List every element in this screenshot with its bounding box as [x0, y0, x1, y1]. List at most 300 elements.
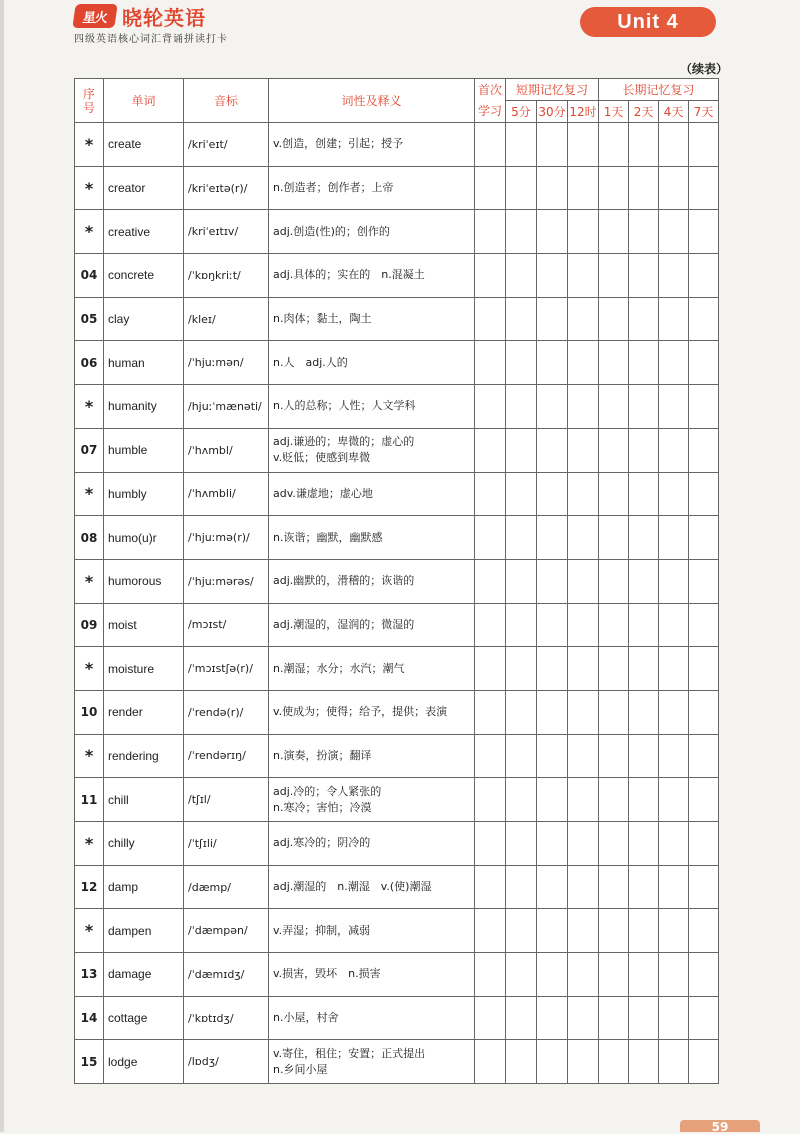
header-short-review: 短期记忆复习: [506, 79, 599, 101]
review-checkbox-cell[interactable]: [568, 953, 599, 997]
review-checkbox-cell[interactable]: [537, 603, 568, 647]
review-checkbox-cell[interactable]: [475, 516, 506, 560]
review-checkbox-cell[interactable]: [629, 953, 659, 997]
row-index: 05: [75, 297, 104, 341]
review-checkbox-cell[interactable]: [689, 603, 719, 647]
review-checkbox-cell[interactable]: [659, 734, 689, 778]
row-definition: adj.潮湿的 n.潮湿 v.(使)潮湿: [269, 865, 475, 909]
review-checkbox-cell[interactable]: [629, 603, 659, 647]
review-checkbox-cell[interactable]: [568, 603, 599, 647]
review-checkbox-cell[interactable]: [537, 516, 568, 560]
page-edge: [0, 0, 4, 1132]
review-checkbox-cell[interactable]: [629, 559, 659, 603]
review-checkbox-cell[interactable]: [506, 428, 537, 472]
row-phonetic: /kriˈeɪt/: [184, 123, 269, 167]
review-checkbox-cell[interactable]: [599, 778, 629, 822]
review-checkbox-cell[interactable]: [506, 734, 537, 778]
table-row: [75, 690, 719, 734]
review-checkbox-cell[interactable]: [568, 734, 599, 778]
review-checkbox-cell[interactable]: [506, 1040, 537, 1084]
review-checkbox-cell[interactable]: [506, 778, 537, 822]
row-index: *: [75, 734, 104, 778]
row-word: concrete: [104, 254, 184, 298]
row-word: render: [104, 690, 184, 734]
review-checkbox-cell[interactable]: [568, 516, 599, 560]
review-checkbox-cell[interactable]: [568, 996, 599, 1040]
header-interval: 1天: [599, 101, 629, 123]
review-checkbox-cell[interactable]: [599, 865, 629, 909]
table-row: [75, 428, 719, 472]
review-checkbox-cell[interactable]: [568, 210, 599, 254]
row-definition: n.小屋，村舍: [269, 996, 475, 1040]
review-checkbox-cell[interactable]: [689, 210, 719, 254]
row-word: creator: [104, 166, 184, 210]
review-checkbox-cell[interactable]: [659, 865, 689, 909]
review-checkbox-cell[interactable]: [659, 428, 689, 472]
header-interval: 5分: [506, 101, 537, 123]
row-definition: v.损害，毁坏 n.损害: [269, 953, 475, 997]
row-phonetic: /ˈkɒtɪdʒ/: [184, 996, 269, 1040]
review-checkbox-cell[interactable]: [506, 909, 537, 953]
review-checkbox-cell[interactable]: [659, 603, 689, 647]
row-definition: n.创造者；创作者；上帝: [269, 166, 475, 210]
review-checkbox-cell[interactable]: [689, 647, 719, 691]
review-checkbox-cell[interactable]: [537, 210, 568, 254]
header-first-study: [475, 79, 506, 123]
review-checkbox-cell[interactable]: [475, 1040, 506, 1084]
review-checkbox-cell[interactable]: [659, 909, 689, 953]
unit-badge: Unit 4: [580, 7, 716, 37]
review-checkbox-cell[interactable]: [506, 516, 537, 560]
review-checkbox-cell[interactable]: [629, 210, 659, 254]
row-phonetic: /kriˈeɪtə(r)/: [184, 166, 269, 210]
table-row: [75, 254, 719, 298]
review-checkbox-cell[interactable]: [599, 690, 629, 734]
review-checkbox-cell[interactable]: [629, 865, 659, 909]
review-checkbox-cell[interactable]: [629, 822, 659, 866]
review-checkbox-cell[interactable]: [659, 1040, 689, 1084]
row-index: 13: [75, 953, 104, 997]
review-checkbox-cell[interactable]: [537, 778, 568, 822]
header-interval: 4天: [659, 101, 689, 123]
header-first-study-label: 首次学习: [477, 82, 502, 118]
review-checkbox-cell[interactable]: [659, 254, 689, 298]
row-word: humbly: [104, 472, 184, 516]
row-index: 04: [75, 254, 104, 298]
review-checkbox-cell[interactable]: [475, 865, 506, 909]
row-word: cottage: [104, 996, 184, 1040]
review-checkbox-cell[interactable]: [537, 734, 568, 778]
review-checkbox-cell[interactable]: [475, 734, 506, 778]
review-checkbox-cell[interactable]: [506, 822, 537, 866]
header-interval: 2天: [629, 101, 659, 123]
review-checkbox-cell[interactable]: [537, 822, 568, 866]
review-checkbox-cell[interactable]: [599, 254, 629, 298]
review-checkbox-cell[interactable]: [629, 647, 659, 691]
review-checkbox-cell[interactable]: [629, 166, 659, 210]
row-index: 12: [75, 865, 104, 909]
table-row: [75, 953, 719, 997]
review-checkbox-cell[interactable]: [568, 472, 599, 516]
row-index: *: [75, 647, 104, 691]
review-checkbox-cell[interactable]: [537, 123, 568, 167]
review-checkbox-cell[interactable]: [475, 778, 506, 822]
row-definition: v.寄住，租住；安置；正式提出 n.乡间小屋: [269, 1040, 475, 1084]
review-checkbox-cell[interactable]: [689, 953, 719, 997]
review-checkbox-cell[interactable]: [475, 603, 506, 647]
review-checkbox-cell[interactable]: [629, 909, 659, 953]
row-word: humble: [104, 428, 184, 472]
row-word: chilly: [104, 822, 184, 866]
table-row: [75, 996, 719, 1040]
review-checkbox-cell[interactable]: [659, 822, 689, 866]
row-definition: n.人 adj.人的: [269, 341, 475, 385]
review-checkbox-cell[interactable]: [659, 953, 689, 997]
header-definition: 词性及释义: [269, 79, 475, 123]
row-definition: v.弄湿；抑制，减弱: [269, 909, 475, 953]
header-interval: 12时: [568, 101, 599, 123]
review-checkbox-cell[interactable]: [599, 1040, 629, 1084]
row-definition: v.使成为；使得；给予，提供；表演: [269, 690, 475, 734]
review-checkbox-cell[interactable]: [689, 516, 719, 560]
review-checkbox-cell[interactable]: [629, 428, 659, 472]
vocabulary-table: [74, 78, 719, 1084]
table-row: [75, 341, 719, 385]
review-checkbox-cell[interactable]: [537, 385, 568, 429]
review-checkbox-cell[interactable]: [568, 297, 599, 341]
header-word: 单词: [104, 79, 184, 123]
review-checkbox-cell[interactable]: [568, 428, 599, 472]
review-checkbox-cell[interactable]: [506, 341, 537, 385]
review-checkbox-cell[interactable]: [568, 1040, 599, 1084]
row-index: *: [75, 385, 104, 429]
row-definition: v.创造，创建；引起；授予: [269, 123, 475, 167]
page-number: 59: [680, 1120, 760, 1132]
review-checkbox-cell[interactable]: [689, 341, 719, 385]
review-checkbox-cell[interactable]: [659, 166, 689, 210]
review-checkbox-cell[interactable]: [689, 254, 719, 298]
review-checkbox-cell[interactable]: [537, 1040, 568, 1084]
row-phonetic: /ˈrendərɪŋ/: [184, 734, 269, 778]
header-index-label: 序号: [82, 86, 95, 115]
row-definition: n.演奏，扮演；翻译: [269, 734, 475, 778]
review-checkbox-cell[interactable]: [629, 778, 659, 822]
row-index: 09: [75, 603, 104, 647]
review-checkbox-cell[interactable]: [568, 559, 599, 603]
row-definition: adj.具体的；实在的 n.混凝土: [269, 254, 475, 298]
row-definition: adj.冷的；令人紧张的 n.寒冷；害怕；冷漠: [269, 778, 475, 822]
brand: [74, 2, 206, 30]
table-row: [75, 472, 719, 516]
row-word: create: [104, 123, 184, 167]
review-checkbox-cell[interactable]: [689, 297, 719, 341]
review-checkbox-cell[interactable]: [475, 297, 506, 341]
row-word: dampen: [104, 909, 184, 953]
row-word: clay: [104, 297, 184, 341]
table-row: [75, 123, 719, 167]
review-checkbox-cell[interactable]: [537, 996, 568, 1040]
review-checkbox-cell[interactable]: [629, 297, 659, 341]
review-checkbox-cell[interactable]: [537, 341, 568, 385]
review-checkbox-cell[interactable]: [659, 647, 689, 691]
review-checkbox-cell[interactable]: [689, 385, 719, 429]
review-checkbox-cell[interactable]: [629, 123, 659, 167]
review-checkbox-cell[interactable]: [537, 647, 568, 691]
review-checkbox-cell[interactable]: [568, 647, 599, 691]
review-checkbox-cell[interactable]: [659, 996, 689, 1040]
row-phonetic: /ˈhjuːmərəs/: [184, 559, 269, 603]
row-word: chill: [104, 778, 184, 822]
row-word: damp: [104, 865, 184, 909]
review-checkbox-cell[interactable]: [599, 166, 629, 210]
review-checkbox-cell[interactable]: [537, 953, 568, 997]
row-phonetic: /hjuːˈmænəti/: [184, 385, 269, 429]
table-row: [75, 778, 719, 822]
header-phonetic: 音标: [184, 79, 269, 123]
review-checkbox-cell[interactable]: [659, 297, 689, 341]
row-word: lodge: [104, 1040, 184, 1084]
row-index: *: [75, 123, 104, 167]
review-checkbox-cell[interactable]: [599, 603, 629, 647]
review-checkbox-cell[interactable]: [537, 254, 568, 298]
row-index: 07: [75, 428, 104, 472]
row-index: 11: [75, 778, 104, 822]
review-checkbox-cell[interactable]: [568, 690, 599, 734]
row-index: *: [75, 166, 104, 210]
review-checkbox-cell[interactable]: [537, 297, 568, 341]
review-checkbox-cell[interactable]: [506, 603, 537, 647]
table-row: [75, 385, 719, 429]
review-checkbox-cell[interactable]: [475, 996, 506, 1040]
review-checkbox-cell[interactable]: [689, 559, 719, 603]
row-index: 10: [75, 690, 104, 734]
row-index: 06: [75, 341, 104, 385]
review-checkbox-cell[interactable]: [689, 822, 719, 866]
brand-subtitle: 四级英语核心词汇背诵拼读打卡: [74, 34, 228, 45]
review-checkbox-cell[interactable]: [599, 559, 629, 603]
review-checkbox-cell[interactable]: [506, 385, 537, 429]
table-row: [75, 734, 719, 778]
row-phonetic: /ˈrendə(r)/: [184, 690, 269, 734]
row-index: 14: [75, 996, 104, 1040]
row-index: *: [75, 472, 104, 516]
review-checkbox-cell[interactable]: [629, 254, 659, 298]
row-phonetic: /ˈkɒŋkriːt/: [184, 254, 269, 298]
review-checkbox-cell[interactable]: [475, 472, 506, 516]
review-checkbox-cell[interactable]: [475, 341, 506, 385]
review-checkbox-cell[interactable]: [629, 734, 659, 778]
row-definition: adj.寒冷的；阴冷的: [269, 822, 475, 866]
review-checkbox-cell[interactable]: [475, 210, 506, 254]
table-row: [75, 909, 719, 953]
review-checkbox-cell[interactable]: [659, 559, 689, 603]
review-checkbox-cell[interactable]: [629, 1040, 659, 1084]
review-checkbox-cell[interactable]: [599, 909, 629, 953]
review-checkbox-cell[interactable]: [537, 166, 568, 210]
row-phonetic: /tʃɪl/: [184, 778, 269, 822]
row-phonetic: /kriˈeɪtɪv/: [184, 210, 269, 254]
review-checkbox-cell[interactable]: [568, 385, 599, 429]
review-checkbox-cell[interactable]: [506, 690, 537, 734]
row-word: humo(u)r: [104, 516, 184, 560]
table-row: [75, 865, 719, 909]
review-checkbox-cell[interactable]: [506, 472, 537, 516]
row-phonetic: /ˈmɔɪstʃə(r)/: [184, 647, 269, 691]
review-checkbox-cell[interactable]: [659, 341, 689, 385]
table-row: [75, 603, 719, 647]
review-checkbox-cell[interactable]: [629, 385, 659, 429]
review-checkbox-cell[interactable]: [506, 953, 537, 997]
review-checkbox-cell[interactable]: [689, 123, 719, 167]
review-checkbox-cell[interactable]: [506, 297, 537, 341]
review-checkbox-cell[interactable]: [689, 428, 719, 472]
review-checkbox-cell[interactable]: [537, 909, 568, 953]
review-checkbox-cell[interactable]: [689, 1040, 719, 1084]
review-checkbox-cell[interactable]: [689, 996, 719, 1040]
row-definition: adj.幽默的，滑稽的；诙谐的: [269, 559, 475, 603]
review-checkbox-cell[interactable]: [599, 996, 629, 1040]
review-checkbox-cell[interactable]: [568, 166, 599, 210]
review-checkbox-cell[interactable]: [475, 123, 506, 167]
row-word: damage: [104, 953, 184, 997]
review-checkbox-cell[interactable]: [689, 166, 719, 210]
review-checkbox-cell[interactable]: [689, 778, 719, 822]
brand-logo: 星火: [72, 4, 117, 28]
table-row: [75, 297, 719, 341]
table-row: [75, 166, 719, 210]
review-checkbox-cell[interactable]: [475, 254, 506, 298]
header-long-review: 长期记忆复习: [599, 79, 719, 101]
review-checkbox-cell[interactable]: [537, 559, 568, 603]
table-row: [75, 822, 719, 866]
table-row: [75, 559, 719, 603]
review-checkbox-cell[interactable]: [599, 472, 629, 516]
row-word: rendering: [104, 734, 184, 778]
row-phonetic: /ˈdæmɪdʒ/: [184, 953, 269, 997]
review-checkbox-cell[interactable]: [475, 428, 506, 472]
review-checkbox-cell[interactable]: [506, 254, 537, 298]
review-checkbox-cell[interactable]: [599, 297, 629, 341]
review-checkbox-cell[interactable]: [659, 385, 689, 429]
review-checkbox-cell[interactable]: [629, 472, 659, 516]
review-checkbox-cell[interactable]: [475, 385, 506, 429]
review-checkbox-cell[interactable]: [659, 123, 689, 167]
review-checkbox-cell[interactable]: [599, 953, 629, 997]
header-interval: 7天: [689, 101, 719, 123]
review-checkbox-cell[interactable]: [689, 865, 719, 909]
review-checkbox-cell[interactable]: [537, 865, 568, 909]
review-checkbox-cell[interactable]: [475, 559, 506, 603]
review-checkbox-cell[interactable]: [475, 822, 506, 866]
review-checkbox-cell[interactable]: [568, 822, 599, 866]
header-interval: 30分: [537, 101, 568, 123]
review-checkbox-cell[interactable]: [659, 516, 689, 560]
review-checkbox-cell[interactable]: [475, 647, 506, 691]
review-checkbox-cell[interactable]: [599, 210, 629, 254]
review-checkbox-cell[interactable]: [599, 341, 629, 385]
review-checkbox-cell[interactable]: [506, 865, 537, 909]
row-word: humorous: [104, 559, 184, 603]
review-checkbox-cell[interactable]: [475, 953, 506, 997]
row-definition: adj.谦逊的；卑微的；虚心的 v.贬低；使感到卑微: [269, 428, 475, 472]
review-checkbox-cell[interactable]: [475, 166, 506, 210]
review-checkbox-cell[interactable]: [629, 996, 659, 1040]
review-checkbox-cell[interactable]: [689, 909, 719, 953]
review-checkbox-cell[interactable]: [689, 472, 719, 516]
brand-name: 晓轮英语: [122, 5, 206, 30]
review-checkbox-cell[interactable]: [506, 166, 537, 210]
review-checkbox-cell[interactable]: [629, 690, 659, 734]
review-checkbox-cell[interactable]: [599, 734, 629, 778]
row-word: creative: [104, 210, 184, 254]
row-definition: adj.潮湿的，湿润的；微湿的: [269, 603, 475, 647]
review-checkbox-cell[interactable]: [537, 428, 568, 472]
table-row: [75, 1040, 719, 1084]
row-word: moisture: [104, 647, 184, 691]
row-definition: n.肉体；黏土，陶土: [269, 297, 475, 341]
review-checkbox-cell[interactable]: [599, 123, 629, 167]
review-checkbox-cell[interactable]: [506, 996, 537, 1040]
row-definition: adv.谦虚地；虚心地: [269, 472, 475, 516]
review-checkbox-cell[interactable]: [568, 254, 599, 298]
review-checkbox-cell[interactable]: [568, 778, 599, 822]
review-checkbox-cell[interactable]: [537, 472, 568, 516]
row-phonetic: /ˈhjuːmə(r)/: [184, 516, 269, 560]
review-checkbox-cell[interactable]: [568, 341, 599, 385]
review-checkbox-cell[interactable]: [599, 516, 629, 560]
row-phonetic: /lɒdʒ/: [184, 1040, 269, 1084]
row-definition: n.潮湿；水分；水汽；潮气: [269, 647, 475, 691]
review-checkbox-cell[interactable]: [506, 210, 537, 254]
review-checkbox-cell[interactable]: [568, 123, 599, 167]
row-definition: n.人的总称；人性；人文学科: [269, 385, 475, 429]
review-checkbox-cell[interactable]: [629, 516, 659, 560]
review-checkbox-cell[interactable]: [659, 778, 689, 822]
review-checkbox-cell[interactable]: [568, 865, 599, 909]
row-definition: n.诙谐；幽默，幽默感: [269, 516, 475, 560]
review-checkbox-cell[interactable]: [537, 690, 568, 734]
review-checkbox-cell[interactable]: [506, 647, 537, 691]
review-checkbox-cell[interactable]: [599, 647, 629, 691]
review-checkbox-cell[interactable]: [599, 385, 629, 429]
row-index: *: [75, 909, 104, 953]
review-checkbox-cell[interactable]: [475, 909, 506, 953]
review-checkbox-cell[interactable]: [629, 341, 659, 385]
review-checkbox-cell[interactable]: [506, 123, 537, 167]
review-checkbox-cell[interactable]: [659, 690, 689, 734]
review-checkbox-cell[interactable]: [659, 472, 689, 516]
row-phonetic: /ˈhʌmbli/: [184, 472, 269, 516]
row-index: 15: [75, 1040, 104, 1084]
row-index: 08: [75, 516, 104, 560]
review-checkbox-cell[interactable]: [689, 690, 719, 734]
review-checkbox-cell[interactable]: [506, 559, 537, 603]
row-phonetic: /ˈhjuːmən/: [184, 341, 269, 385]
review-checkbox-cell[interactable]: [659, 210, 689, 254]
row-phonetic: /mɔɪst/: [184, 603, 269, 647]
table-row: [75, 647, 719, 691]
continued-label: （续表）: [680, 62, 729, 76]
review-checkbox-cell[interactable]: [689, 734, 719, 778]
row-index: *: [75, 822, 104, 866]
row-definition: adj.创造(性)的；创作的: [269, 210, 475, 254]
row-word: moist: [104, 603, 184, 647]
row-phonetic: /kleɪ/: [184, 297, 269, 341]
review-checkbox-cell[interactable]: [568, 909, 599, 953]
review-checkbox-cell[interactable]: [599, 822, 629, 866]
review-checkbox-cell[interactable]: [599, 428, 629, 472]
review-checkbox-cell[interactable]: [475, 690, 506, 734]
